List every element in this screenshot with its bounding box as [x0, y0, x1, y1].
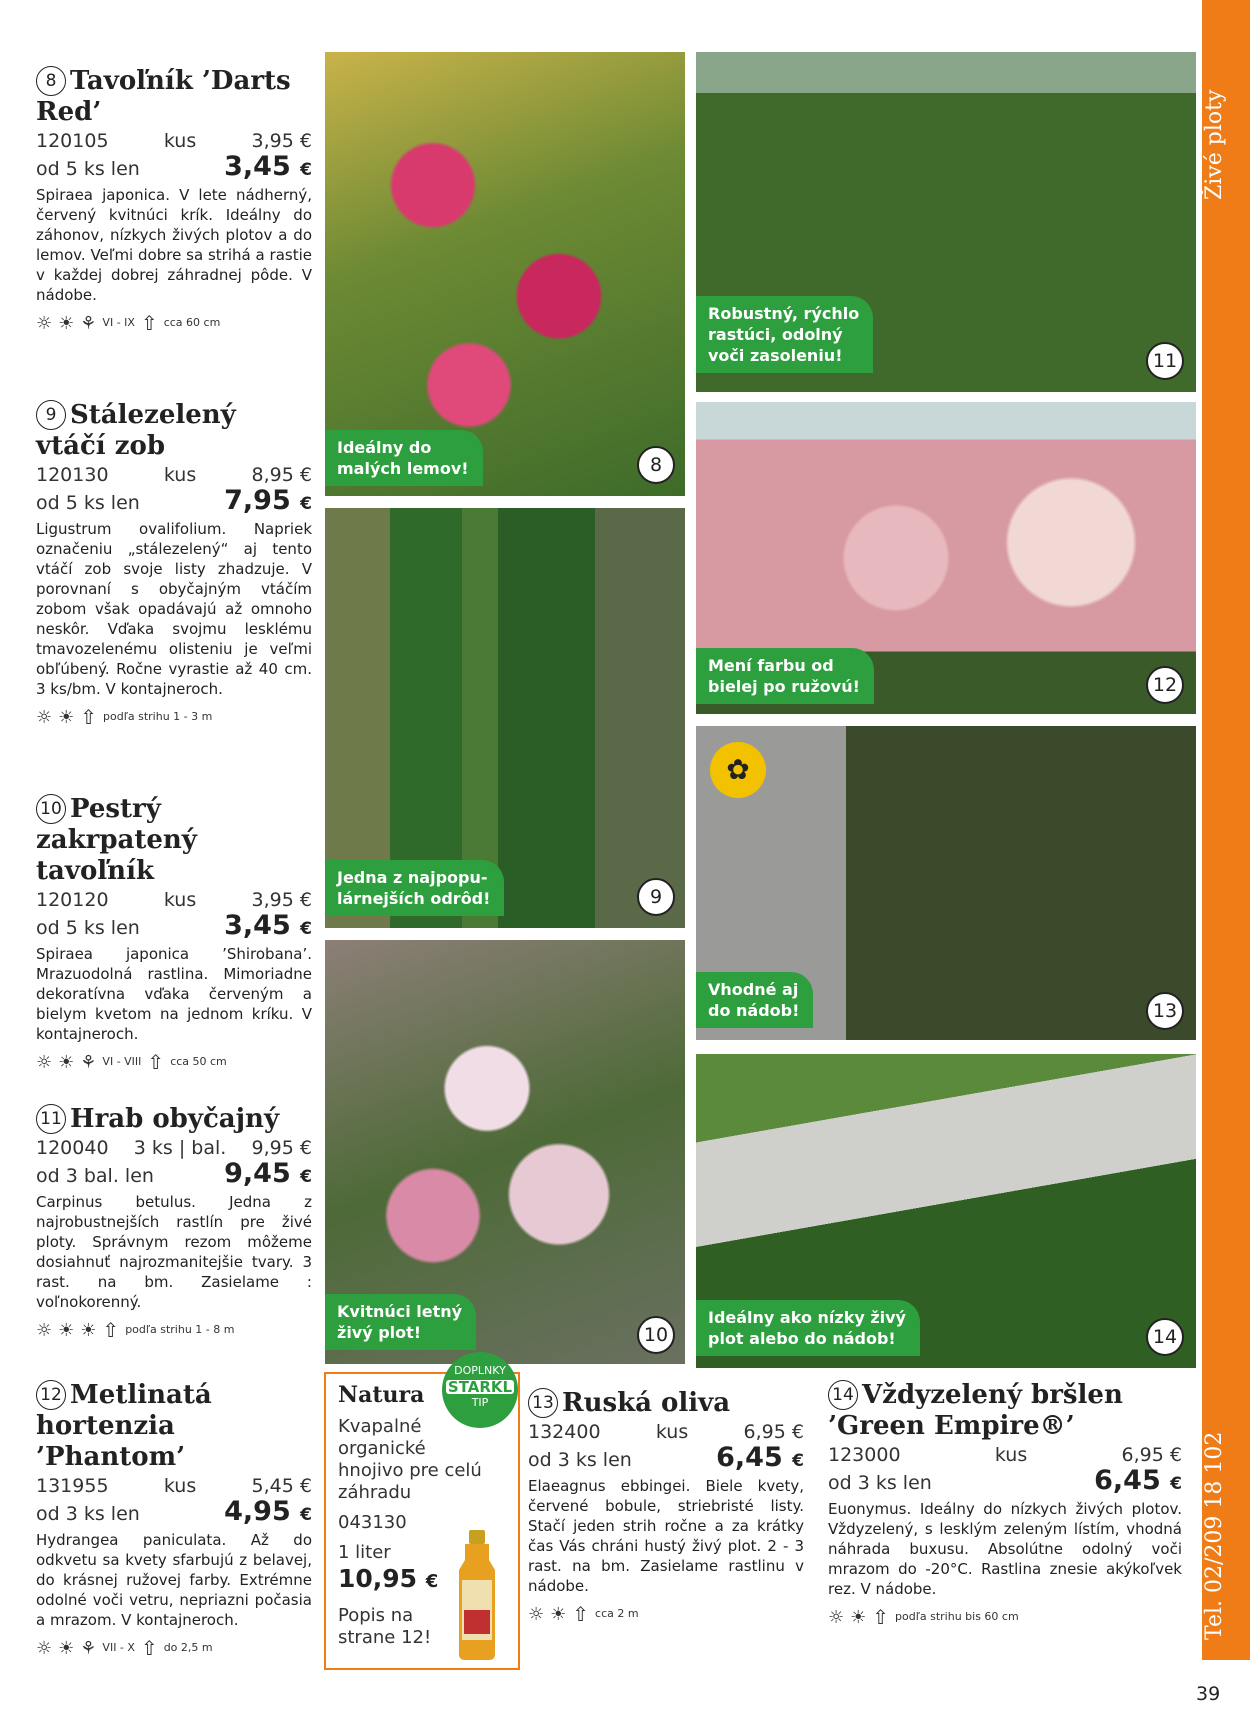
product-13: 13 Ruská oliva 132400 kus 6,95 € od 3 ks len 6,45 € Elaeagnus ebbingei. Biele kvety, červené bobule, striebristé listy. Stačí jeden strih ročne a za krátky čas Vás chráni hustý živý plot. 2 - 3 rast. na bm. Zasielame rastlinu v nádobe. ☼ ☀ ⇧ cca 2 m: [528, 1388, 804, 1626]
half-sun-icon: ☀: [58, 1319, 75, 1341]
side-bar: [1202, 0, 1250, 1660]
photo-caption: Robustný, rýchlo rastúci, odolný voči zasoleniu!: [696, 296, 873, 373]
photo-caption: Ideálny do malých lemov!: [325, 430, 483, 486]
flower-icon: ⚘: [80, 1051, 97, 1073]
product-icons: ☼ ☀ ⇧ podľa strihu 1 - 3 m: [36, 705, 213, 729]
height-arrow-icon: ⇧: [872, 1605, 890, 1629]
photo-number: 9: [637, 878, 675, 916]
product-description: Carpinus betulus. Jedna z najrobustnejších rastlín pre živé ploty. Správnym rezom môžeme dosiahnuť najrozmanitejšie tvary. 3 rast. na bm. Zasielame : voľnokorenný.: [36, 1193, 312, 1311]
photo-8: [325, 52, 685, 496]
photo-10: [325, 940, 685, 1364]
sun-icon: ☼: [36, 706, 53, 728]
photo-number: 10: [637, 1316, 675, 1354]
natura-code: 043130: [338, 1512, 407, 1533]
product-title: Metlinatá hortenzia ’Phantom’: [36, 1380, 212, 1472]
photo-caption: Mení farbu od bielej po ružovú!: [696, 648, 874, 704]
photo-14: [696, 1054, 1196, 1368]
natura-size: 1 liter: [338, 1542, 391, 1563]
product-12: 12 Metlinatá hortenzia ’Phantom’ 131955 kus 5,45 € od 3 ks len 4,95 € Hydrangea paniculata. Až do odkvetu sa kvety sfarbujú z belavej, do krásnej ružovej farby. Extrémne odolné voči vetru, nepriazni počasia a mrazom. V kontajneroch. ☼ ☀ ⚘ VII - X ⇧ do 2,5 m: [36, 1380, 312, 1660]
natura-description: Kvapalné organické hnojivo pre celú záhradu: [338, 1416, 482, 1503]
product-8: 8 Tavoľník ’Darts Red’ 120105 kus 3,95 € od 5 ks len 3,45 € Spiraea japonica. V lete nádherný, červený kvitnúci krík. Ideálny do záhonov, nízkych živých plotov a do lemov. Veľmi dobre sa strihá a rastie v každej dobrej záhradnej pôde. V nádobe. ☼ ☀ ⚘ VI - IX ⇧ cca 60 cm: [36, 66, 312, 335]
photo-number: 11: [1146, 342, 1184, 380]
photo-number: 14: [1146, 1318, 1184, 1356]
height-arrow-icon: ⇧: [102, 1318, 120, 1342]
photo-caption: Ideálny ako nízky živý plot alebo do nádob!: [696, 1300, 920, 1356]
photo-number: 12: [1146, 666, 1184, 704]
product-description: Spiraea japonica ’Shirobana’. Mrazuodolná rastlina. Mimoriadne dekoratívna vďaka červeným a bielym kvetom na jednom kríku. V kontajneroch.: [36, 945, 312, 1043]
half-sun-icon: ☀: [58, 312, 75, 334]
phone-number: Tel. 02/209 18 102: [1202, 1431, 1227, 1640]
half-sun-icon: ☀: [850, 1606, 867, 1628]
section-title: Živé ploty: [1202, 89, 1227, 200]
product-title: Tavoľník ’Darts Red’: [36, 66, 291, 127]
product-description: Spiraea japonica. V lete nádherný, červený kvitnúci krík. Ideálny do záhonov, nízkych živých plotov a do lemov. Veľmi dobre sa strihá a rastie v každej dobrej záhradnej pôde. V nádobe.: [36, 186, 312, 304]
product-title: Ruská oliva: [562, 1388, 731, 1418]
photo-number: 8: [637, 446, 675, 484]
photo-13: [696, 726, 1196, 1040]
half-sun-icon: ☀: [550, 1603, 567, 1625]
product-icons: ☼ ☀ ⚘ VII - X ⇧ do 2,5 m: [36, 1636, 213, 1660]
photo-caption: Jedna z najpopu- lárnejších odrôd!: [325, 860, 504, 916]
product-11: 11 Hrab obyčajný 120040 3 ks | bal. 9,95 € od 3 bal. len 9,45 € Carpinus betulus. Jedna z najrobustnejších rastlín pre živé ploty. Správnym rezom môžeme dosiahnuť najrozmanitejšie tvary. 3 rast. na bm. Zasielame : voľnokorenný. ☼ ☀ ☀ ⇧ podľa strihu 1 - 8 m: [36, 1104, 312, 1342]
photo-12: [696, 402, 1196, 714]
flower-icon: ⚘: [80, 312, 97, 334]
sun-icon: ☼: [36, 312, 53, 334]
product-description: Ligustrum ovalifolium. Napriek označeniu „stálezelený“ aj tento vtáčí zob svoje listy zhadzuje. V porovnaní s obyčajným vtáčím zobom však opadávajú až omnoho neskôr. Vďaka svojmu lesklému tmavozelenému olisteniu je veľmi obľúbený. Ročne vyrastie až 40 cm. 3 ks/bm. V kontajneroch.: [36, 520, 312, 698]
product-icons: ☼ ☀ ⚘ VI - IX ⇧ cca 60 cm: [36, 311, 221, 335]
product-icons: ☼ ☀ ⇧ podľa strihu bis 60 cm: [828, 1605, 1019, 1629]
height-arrow-icon: ⇧: [80, 705, 98, 729]
fertilizer-bottle-image: [455, 1530, 499, 1660]
sun-icon: ☼: [36, 1051, 53, 1073]
product-description: Euonymus. Ideálny do nízkych živých plotov. Vždyzelený, s lesklým zeleným lístím, vhodná náhrada buxusu. Absolútne odolný voči mrazom do -20°C. Rastlina znesie akýkoľvek rez. V nádobe.: [828, 1500, 1182, 1598]
product-14: 14 Vždyzelený bršlen ’Green Empire®’ 123000 kus 6,95 € od 3 ks len 6,45 € Euonymus. Ideálny do nízkych živých plotov. Vždyzelený, s lesklým zeleným lístím, vhodná náhrada buxusu. Absolútne odolný voči mrazom do -20°C. Rastlina znesie akýkoľvek rez. V nádobe. ☼ ☀ ⇧ podľa strihu bis 60 cm: [828, 1380, 1182, 1629]
starkl-badge: DOPLNKY STARKL TIP: [442, 1352, 518, 1428]
photo-caption: Kvitnúci letný živý plot!: [325, 1294, 476, 1350]
product-title: Pestrý zakrpatený tavoľník: [36, 794, 197, 886]
height-arrow-icon: ⇧: [140, 311, 158, 335]
sun-full-icon: ☀: [80, 1319, 97, 1341]
sun-icon: ☼: [36, 1637, 53, 1659]
product-icons: ☼ ☀ ⇧ cca 2 m: [528, 1602, 639, 1626]
height-arrow-icon: ⇧: [572, 1602, 590, 1626]
product-title: Stálezelený vtáčí zob: [36, 400, 236, 461]
natura-price: 10,95 €: [338, 1564, 439, 1593]
half-sun-icon: ☀: [58, 1637, 75, 1659]
height-arrow-icon: ⇧: [140, 1636, 158, 1660]
natura-title: Natura: [338, 1382, 425, 1408]
product-9: 9 Stálezelený vtáčí zob 120130 kus 8,95 € od 5 ks len 7,95 € Ligustrum ovalifolium. Napriek označeniu „stálezelený“ aj tento vtáčí zob svoje listy zhadzuje. V porovnaní s obyčajným vtáčím zobom však opadávajú až omnoho neskôr. Vďaka svojmu lesklému tmavozelenému olisteniu je veľmi obľúbený. Ročne vyrastie až 40 cm. 3 ks/bm. V kontajneroch. ☼ ☀ ⇧ podľa strihu 1 - 3 m: [36, 400, 312, 729]
product-description: Hydrangea paniculata. Až do odkvetu sa kvety sfarbujú z belavej, do krásnej ružovej farby. Extrémne odolné voči vetru, nepriazni počasia a mrazom. V kontajneroch.: [36, 1531, 312, 1629]
sun-icon: ☼: [36, 1319, 53, 1341]
photo-number: 13: [1146, 992, 1184, 1030]
photo-9: [325, 508, 685, 928]
flower-icon: ⚘: [80, 1637, 97, 1659]
sun-icon: ☼: [828, 1606, 845, 1628]
product-icons: ☼ ☀ ☀ ⇧ podľa strihu 1 - 8 m: [36, 1318, 235, 1342]
natura-note: Popis na strane 12!: [338, 1605, 432, 1648]
product-title: Hrab obyčajný: [70, 1104, 280, 1134]
photo-11: [696, 52, 1196, 392]
height-arrow-icon: ⇧: [147, 1050, 165, 1074]
sun-icon: ☼: [528, 1603, 545, 1625]
product-description: Elaeagnus ebbingei. Biele kvety, červené bobule, striebristé listy. Stačí jeden strih ročne a za krátky čas Vás chráni hustý živý plot. 2 - 3 rast. na bm. Zasielame rastlinu v nádobe.: [528, 1477, 804, 1595]
half-sun-icon: ☀: [58, 1051, 75, 1073]
page-number: 39: [1196, 1683, 1221, 1705]
half-sun-icon: ☀: [58, 706, 75, 728]
photo-caption: Vhodné aj do nádob!: [696, 972, 813, 1028]
bee-icon: ✿: [710, 742, 766, 798]
product-title: Vždyzelený bršlen ’Green Empire®’: [828, 1380, 1123, 1441]
product-icons: ☼ ☀ ⚘ VI - VIII ⇧ cca 50 cm: [36, 1050, 227, 1074]
product-10: 10 Pestrý zakrpatený tavoľník 120120 kus 3,95 € od 5 ks len 3,45 € Spiraea japonica ’Shirobana’. Mrazuodolná rastlina. Mimoriadne dekoratívna vďaka červeným a bielym kvetom na jednom kríku. V kontajneroch. ☼ ☀ ⚘ VI - VIII ⇧ cca 50 cm: [36, 794, 312, 1074]
